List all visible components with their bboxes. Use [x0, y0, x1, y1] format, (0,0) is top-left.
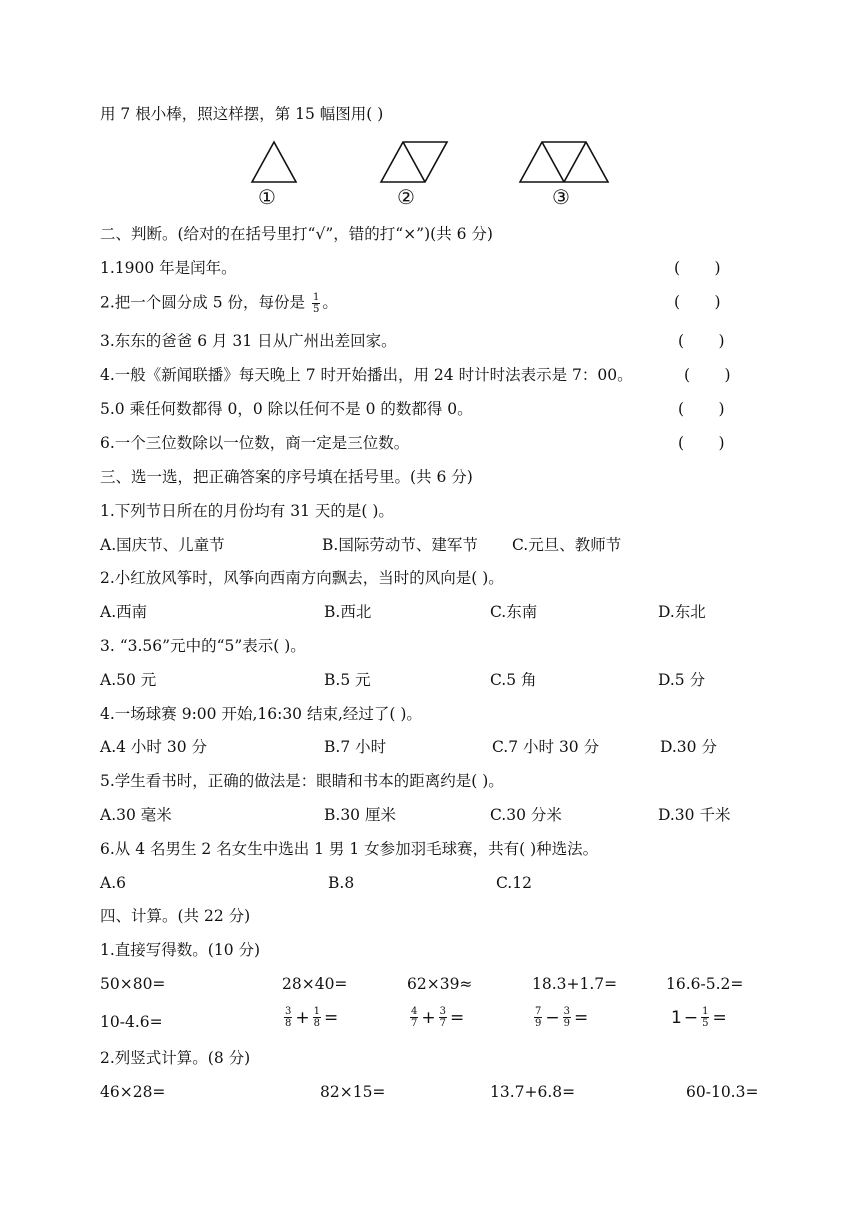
judge-item-6: 6.一个三位数除以一位数，商一定是三位数。 — [100, 434, 410, 452]
answer-paren-6[interactable]: ( ) — [678, 434, 725, 452]
judge-item-1: 1.1900 年是闰年。 — [100, 259, 237, 277]
fraction-one-fifth: $\frac{1}{5}$ — [312, 292, 320, 315]
choice-question-2: 2.小红放风筝时，风筝向西南方向飘去，当时的风向是( )。 — [100, 569, 504, 587]
section3-title: 三、选一选，把正确答案的序号填在括号里。(共 6 分) — [100, 468, 473, 486]
option-4b: B.7 小时 — [324, 738, 387, 756]
answer-paren-1[interactable]: ( ) — [674, 259, 721, 277]
calc-item: 28×40= — [282, 975, 348, 993]
calc-part1-title: 1.直接写得数。(10 分) — [100, 941, 261, 959]
calc-item: 82×15= — [320, 1083, 386, 1101]
option-1c: C.元旦、教师节 — [512, 536, 622, 554]
judge-item-5: 5.0 乘任何数都得 0，0 除以任何不是 0 的数都得 0。 — [100, 400, 473, 418]
figure-label-1: ① — [258, 185, 276, 209]
option-1b: B.国际劳动节、建军节 — [322, 536, 478, 554]
option-5b: B.30 厘米 — [324, 806, 396, 824]
calc-item: 60-10.3= — [686, 1083, 759, 1101]
triangle-figure-2 — [378, 138, 458, 188]
figure-label-3: ③ — [552, 185, 570, 209]
fraction-expression: $\frac{4}{7}$ + $\frac{3}{7}$ = — [411, 1006, 465, 1029]
option-3b: B.5 元 — [324, 671, 371, 689]
fraction-expression: $\frac{7}{9}$ − $\frac{3}{9}$ = — [535, 1006, 589, 1029]
judge-item-3: 3.东东的爸爸 6 月 31 日从广州出差回家。 — [100, 332, 397, 350]
calc-part2-title: 2.列竖式计算。(8 分) — [100, 1049, 251, 1067]
choice-question-6: 6.从 4 名男生 2 名女生中选出 1 男 1 女参加羽毛球赛，共有( )种选法。 — [100, 840, 599, 858]
calc-item: 10-4.6= — [100, 1013, 163, 1031]
answer-paren-3[interactable]: ( ) — [678, 332, 725, 350]
triangle-figure-3 — [516, 138, 636, 188]
section4-title: 四、计算。(共 22 分) — [100, 907, 251, 925]
option-2a: A.西南 — [100, 603, 148, 621]
option-6b: B.8 — [328, 874, 355, 892]
calc-item: 62×39≈ — [407, 975, 473, 993]
calc-item: 13.7+6.8= — [490, 1083, 576, 1101]
option-3d: D.5 分 — [658, 671, 706, 689]
choice-question-4: 4.一场球赛 9:00 开始,16:30 结束,经过了( )。 — [100, 705, 422, 723]
option-2c: C.东南 — [490, 603, 538, 621]
answer-paren-2[interactable]: ( ) — [674, 293, 721, 311]
figure-label-2: ② — [397, 185, 415, 209]
choice-question-1: 1.下列节日所在的月份均有 31 天的是( )。 — [100, 502, 394, 520]
option-4c: C.7 小时 30 分 — [492, 738, 600, 756]
option-2b: B.西北 — [324, 603, 372, 621]
option-6c: C.12 — [496, 874, 532, 892]
answer-paren-4[interactable]: ( ) — [684, 366, 731, 384]
option-4a: A.4 小时 30 分 — [100, 738, 207, 756]
calc-item: 16.6-5.2= — [666, 975, 744, 993]
option-2d: D.东北 — [658, 603, 706, 621]
fraction-expression: 1 − $\frac{1}{5}$ = — [671, 1006, 727, 1029]
option-3a: A.50 元 — [100, 671, 157, 689]
option-1a: A.国庆节、儿童节 — [100, 536, 225, 554]
option-6a: A.6 — [100, 874, 126, 892]
option-4d: D.30 分 — [660, 738, 717, 756]
intro-question: 用 7 根小棒，照这样摆，第 15 幅图用( ) — [100, 105, 384, 123]
calc-item: 50×80= — [100, 975, 166, 993]
option-5a: A.30 毫米 — [100, 806, 172, 824]
option-5d: D.30 千米 — [658, 806, 731, 824]
judge-item-2: 2.把一个圆分成 5 份，每份是 $\frac{1}{5}$ 。 — [100, 292, 338, 315]
section2-title: 二、判断。(给对的在括号里打“√”，错的打“×”)(共 6 分) — [100, 225, 493, 243]
option-5c: C.30 分米 — [490, 806, 562, 824]
fraction-expression: $\frac{3}{8}$ + $\frac{1}{8}$ = — [285, 1006, 339, 1029]
judge-item-4: 4.一般《新闻联播》每天晚上 7 时开始播出，用 24 时计时法表示是 7：00。 — [100, 366, 633, 384]
calc-item: 46×28= — [100, 1083, 166, 1101]
triangle-figure-1 — [248, 138, 308, 188]
choice-question-5: 5.学生看书时，正确的做法是：眼睛和书本的距离约是( )。 — [100, 772, 504, 790]
option-3c: C.5 角 — [490, 671, 537, 689]
choice-question-3: 3. “3.56”元中的“5”表示( )。 — [100, 637, 306, 655]
answer-paren-5[interactable]: ( ) — [678, 400, 725, 418]
calc-item: 18.3+1.7= — [532, 975, 618, 993]
